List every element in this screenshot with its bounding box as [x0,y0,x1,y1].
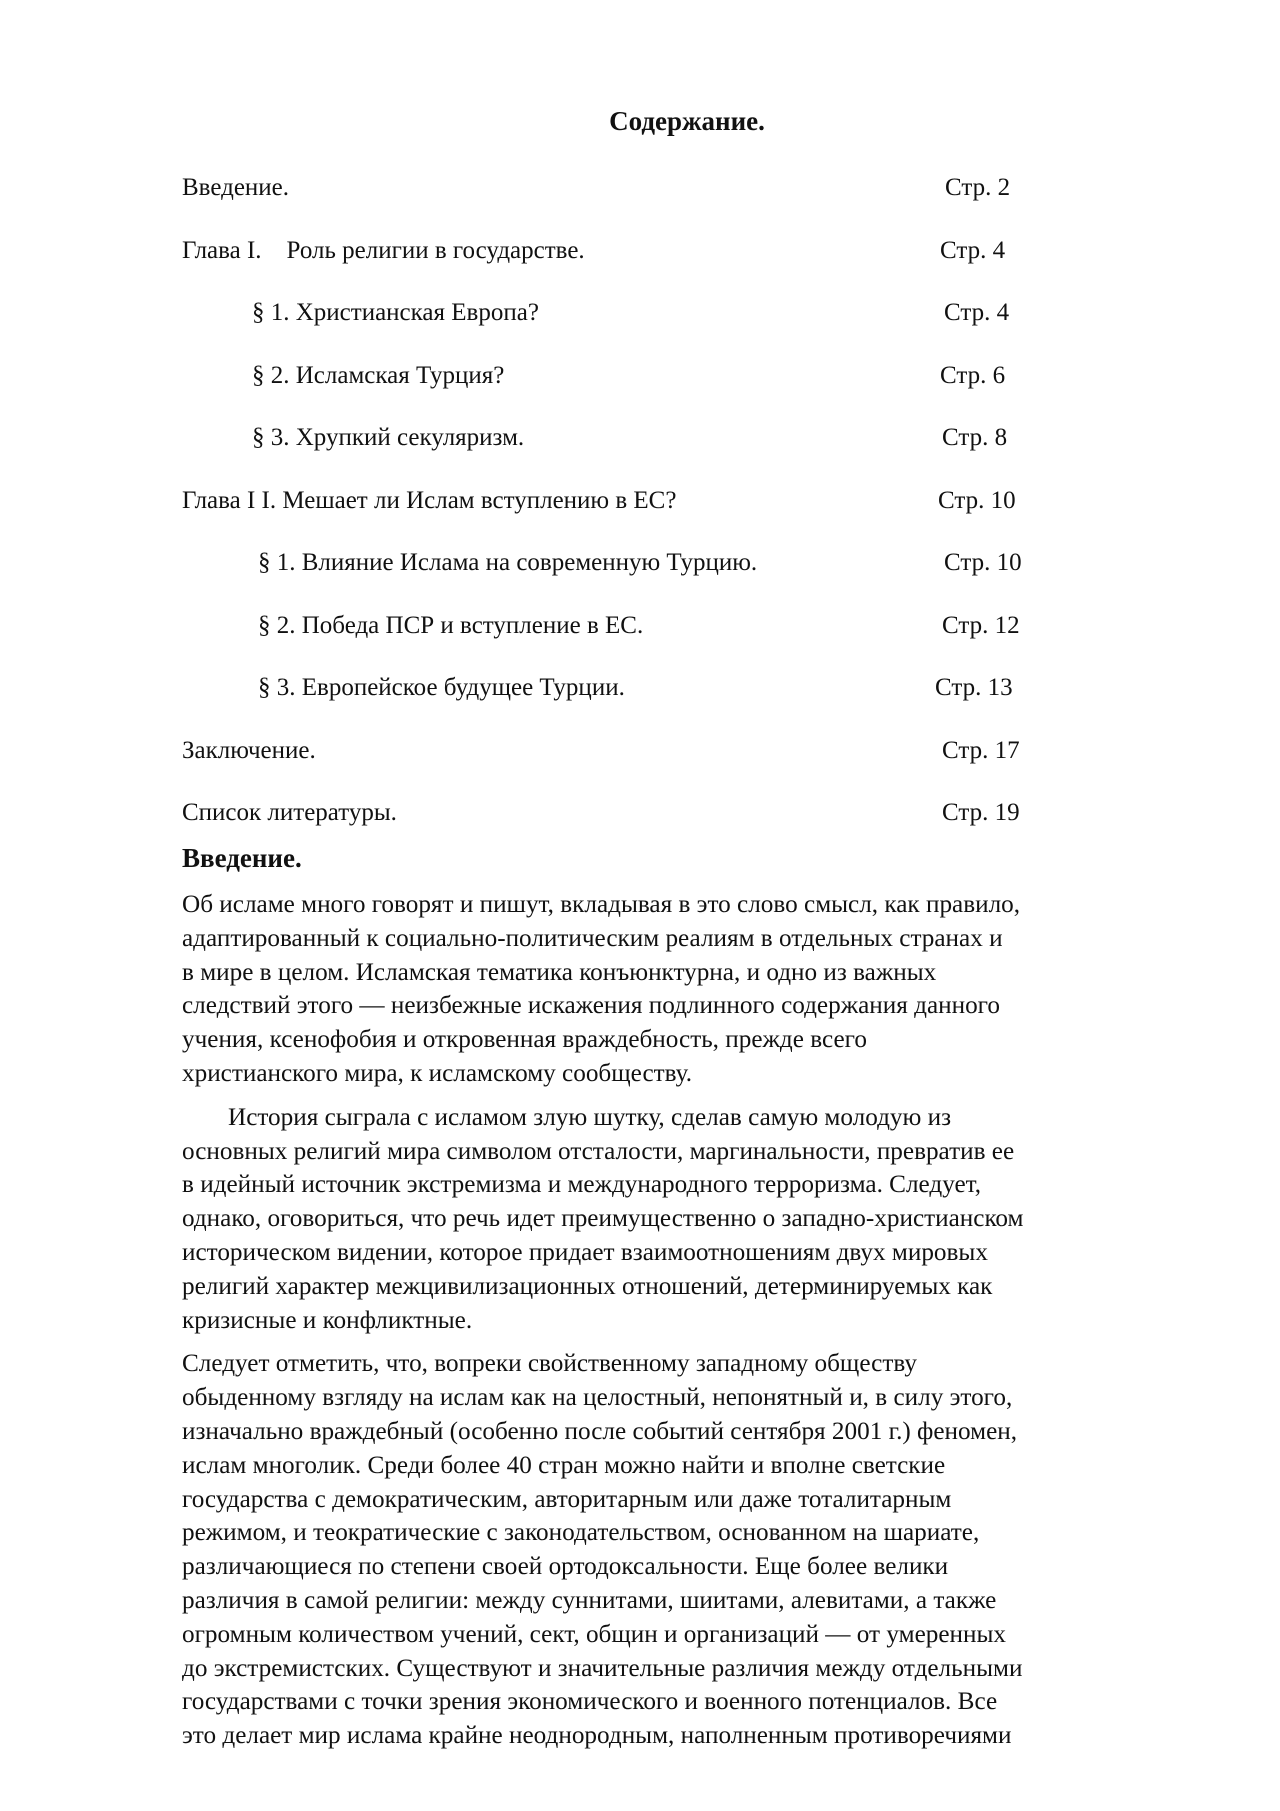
toc-entry-page: Стр. 13 [935,674,1013,701]
intro-paragraph [182,888,1187,1091]
text-line: ислам многолик. Среди более 40 стран можно найти и вполне светские [182,1451,946,1479]
text-line: однако, оговориться, что речь идет преимущественно о западно-христианском [182,1205,1024,1233]
toc-entry-page: Стр. 12 [942,611,1020,639]
text-line: религий характер межцивилизационных отношений, детерминируемых как [182,1272,993,1300]
toc-entry [182,358,1082,421]
toc-entry [182,670,1082,733]
text-line: в мире в целом. Исламская тематика конъюнктурна, и одно из важных [182,958,937,986]
toc-entry [182,295,1082,358]
toc-entry-page: Стр. 4 [944,299,1010,326]
toc-entry-label: § 1. Христианская Европа? [252,299,539,326]
intro-heading: Введение. [182,843,302,873]
toc-entry-page: Стр. 19 [942,799,1020,826]
toc-entry [182,795,1082,858]
text-line: христианского мира, к исламскому сообществу. [182,1059,693,1087]
text-line: режимом, и теократические с законодательством, основанном на шариате, [182,1519,980,1547]
toc-entry-label: § 2. Победа ПСР и вступление в ЕС. [258,611,644,639]
toc-entry [182,545,1082,608]
text-line: это делает мир ислама крайне неоднородным, наполненным противоречиями [182,1722,1012,1750]
text-line: государствами с точки зрения экономического и военного потенциалов. Все [182,1688,998,1716]
toc-entry-page: Стр. 2 [945,174,1011,201]
toc-entry-page: Стр. 17 [942,736,1020,764]
text-line: учения, ксенофобия и откровенная враждебность, прежде всего [182,1026,867,1054]
toc-entry [182,483,1082,546]
toc-entry [182,420,1082,483]
text-line: кризисные и конфликтные. [182,1306,473,1334]
toc-entry-page: Стр. 10 [938,486,1016,514]
text-line: историческом видении, которое придает взаимоотношениям двух мировых [182,1238,988,1266]
intro-body [182,888,1187,1763]
toc-entry-label: § 2. Исламская Турция? [252,361,505,389]
text-line: Следует отметить, что, вопреки свойственному западному обществу [182,1350,917,1378]
toc-title: Содержание. [609,106,765,136]
toc-entry [182,608,1082,671]
toc-entry [182,233,1082,296]
intro-paragraph [182,1101,1187,1338]
text-line: основных религий мира символом отсталости, маргинальности, превратив ее [182,1137,1015,1165]
text-line: различающиеся по степени своей ортодоксальности. Еще более велики [182,1553,949,1581]
intro-paragraph [182,1347,1187,1753]
toc-entry-page: Стр. 10 [944,549,1022,576]
text-line: до экстремистских. Существуют и значительные различия между отдельными [182,1654,1023,1682]
text-line: различия в самой религии: между суннитами, шиитами, алевитами, а также [182,1586,997,1614]
toc-entry [182,733,1082,796]
toc-entry-label: Список литературы. [182,799,397,826]
text-line: огромным количеством учений, сект, общин и организаций — от умеренных [182,1620,1006,1648]
toc-entry-label: Заключение. [182,736,316,764]
text-line: обыденному взгляду на ислам как на целостный, непонятный и, в силу этого, [182,1384,1013,1412]
text-line: Об исламе много говорят и пишут, вкладывая в это слово смысл, как правило, [182,891,1021,918]
text-line: следствий этого — неизбежные искажения подлинного содержания данного [182,992,1000,1020]
text-line: адаптированный к социально-политическим реалиям в отдельных странах и [182,924,1003,952]
toc-entry [182,170,1082,233]
toc-entry-page: Стр. 8 [942,424,1008,451]
toc-entry-label: § 3. Хрупкий секуляризм. [252,424,525,451]
toc-entry-label: § 1. Влияние Ислама на современную Турцию. [258,549,758,576]
toc-entry-label: Глава I I. Мешает ли Ислам вступлению в ЕС? [182,486,677,514]
toc-entry-label: Введение. [182,174,290,201]
text-line: в идейный источник экстремизма и международного терроризма. Следует, [182,1171,982,1199]
toc-entry-page: Стр. 4 [940,236,1006,264]
text-line: изначально враждебный (особенно после событий сентября 2001 г.) феномен, [182,1417,1018,1445]
toc-entry-page: Стр. 6 [940,361,1006,389]
text-line: История сыграла с исламом злую шутку, сделав самую молодую из [228,1103,952,1131]
text-line: государства с демократическим, авторитарным или даже тоталитарным [182,1485,952,1513]
toc-entry-label: Глава I. Роль религии в государстве. [182,236,585,264]
toc-entry-label: § 3. Европейское будущее Турции. [258,674,625,701]
table-of-contents [182,170,1082,858]
